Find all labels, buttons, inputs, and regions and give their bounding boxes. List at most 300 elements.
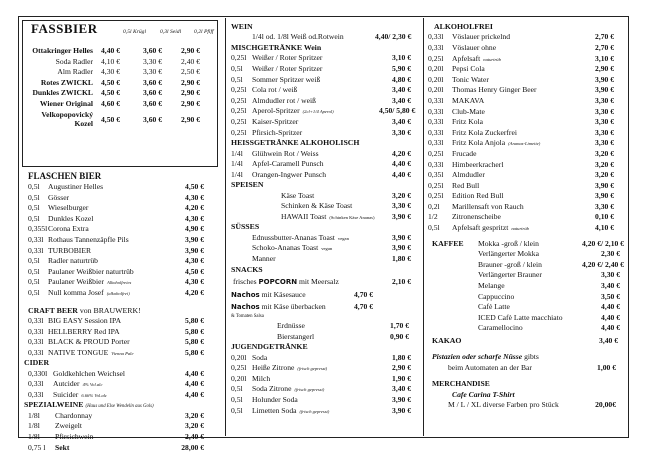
alkoholfrei-size: 0,25l <box>428 180 444 190</box>
flaschen-name <box>48 182 174 193</box>
alkoholfrei-size: 0,5l <box>428 223 440 233</box>
fassbier-name <box>22 110 101 128</box>
alkoholfrei-name <box>452 128 582 139</box>
misch-price: 3,40 € <box>392 116 411 126</box>
fassbier-price-seidl: 3,60 € <box>143 77 162 87</box>
speisen-price: 3,90 € <box>392 211 411 221</box>
alkoholfrei-size: 0,20l <box>428 64 444 74</box>
jugend-size: 0,5l <box>231 384 243 394</box>
misch-price: 3,10 € <box>392 53 411 63</box>
alkoholfrei-row <box>428 117 626 128</box>
flaschen-note: Alkoholfreies <box>106 280 132 286</box>
craft-price: 5,80 € <box>185 337 204 347</box>
pistazien-line: beim Automaten an der Bar <box>448 362 532 372</box>
kaffee-row <box>428 239 626 250</box>
fassbier-name-text: Velkopopovický <box>41 110 93 120</box>
misch-name-text: Cola rot / weiß <box>252 85 298 95</box>
flaschen-name-text: Dunkles Kozel <box>48 213 94 223</box>
jugend-note: (frisch gepresst) <box>294 387 325 393</box>
alkoholfrei-name <box>452 32 582 43</box>
pistazien-title: Pistazien oder scharfe Nüsse <box>432 352 523 362</box>
flaschen-price: 4,20 € <box>185 287 204 297</box>
craft-price: 5,80 € <box>185 315 204 325</box>
craft-size: 0,33l <box>28 326 44 336</box>
fassbier-price-krugl: 4,40 € <box>101 46 120 55</box>
jugend-name <box>252 406 386 418</box>
pistazien-title-2: gibts <box>524 352 539 362</box>
alkoholfrei-size: 0,33l <box>428 32 444 42</box>
alkoholfrei-name-text: Zitronenscheibe <box>452 212 501 222</box>
alkoholfrei-row <box>428 149 626 160</box>
alkoholfrei-name-text: Apfelsaft gespritzt <box>452 223 509 233</box>
kakao-price: 3,40 € <box>599 336 618 346</box>
speisen-name-text: Schinken & Käse Toast <box>281 201 353 211</box>
flaschen-name-text: Wieselburger <box>48 203 89 213</box>
merch-item: Cafe Carina T-Shirt <box>452 389 515 399</box>
flaschen-price: 4,30 € <box>185 277 204 287</box>
misch-row <box>231 53 421 64</box>
alkoholfrei-name-text: Apfelsaft <box>452 53 481 63</box>
spezial-row <box>28 443 223 454</box>
kaffee-price: 3,30 € <box>601 270 620 280</box>
suesses-row <box>231 233 421 244</box>
kaffee-row <box>428 323 626 334</box>
alkoholfrei-price: 0,10 € <box>595 212 614 222</box>
wein-line <box>252 32 421 43</box>
bierstangerl-label: Bierstangerl <box>277 331 315 341</box>
misch-row <box>231 96 421 107</box>
spezial-name-text: Pfirsichwein <box>55 432 94 442</box>
flaschen-size: 0,5l <box>28 203 40 213</box>
spezial-name-text: Zweigelt <box>55 421 82 431</box>
alkoholfrei-row <box>428 85 626 96</box>
misch-name <box>252 96 379 107</box>
fassbier-row <box>22 78 218 89</box>
jugend-row <box>231 395 421 406</box>
heiss-row <box>231 159 421 170</box>
alkoholfrei-title: ALKOHOLFREI <box>434 22 493 31</box>
flaschen-price: 4,30 € <box>185 256 204 266</box>
alkoholfrei-row <box>428 96 626 107</box>
misch-name-text: Weißer / Roter Spritzer <box>252 63 323 73</box>
flaschen-name-text: Gösser <box>48 192 70 202</box>
misch-name-text: Almdudler rot / weiß <box>252 95 316 105</box>
fassbier-price-krugl: 4,60 € <box>101 98 120 108</box>
suesses-note: vegan <box>337 235 349 241</box>
craft-name-text: BLACK & PROUD Porter <box>48 337 130 347</box>
fassbier-price-pfiff: 2,90 € <box>181 77 200 87</box>
fassbier-row <box>22 67 218 78</box>
alkoholfrei-price: 3,30 € <box>595 117 614 127</box>
alkoholfrei-row <box>428 107 626 118</box>
kaffee-price: 4,40 € <box>601 312 620 322</box>
kaffee-row <box>428 270 626 281</box>
jugend-title: JUGENDGETRÄNKE <box>231 342 308 352</box>
spezial-name <box>55 421 174 432</box>
craft-title-main: CRAFT BEER <box>28 305 78 315</box>
jugend-name-text: Heiße Zitrone <box>252 363 295 373</box>
kaffee-name: Melange <box>478 281 505 291</box>
misch-price: 3,40 € <box>392 85 411 95</box>
alkoholfrei-name <box>452 43 582 54</box>
fassbier-price-pfiff: 2,90 € <box>181 46 200 55</box>
flaschen-size: 0,5l <box>28 192 40 202</box>
fassbier-name <box>22 78 101 89</box>
heiss-size: 1/4l <box>231 159 243 169</box>
cider-price: 4,40 € <box>185 379 204 389</box>
spezial-price: 28,00 € <box>181 442 204 452</box>
popcorn-post: mit Meersalz <box>299 277 339 287</box>
speisen-price: 3,20 € <box>392 190 411 200</box>
kaffee-name: ICED Cafè Latte macchiato <box>478 312 563 322</box>
alkoholfrei-price: 3,90 € <box>595 85 614 95</box>
fassbier-row <box>22 99 218 110</box>
alkoholfrei-row <box>428 32 626 43</box>
misch-name-text: Weißer / Roter Spritzer <box>252 53 323 63</box>
jugend-name-text: Soda <box>252 352 268 362</box>
alkoholfrei-name <box>452 64 582 75</box>
flaschen-price: 3,90 € <box>185 234 204 244</box>
alkoholfrei-row <box>428 160 626 171</box>
speisen-name <box>231 201 386 212</box>
heiss-name-text: Glühwein Rot / Weiss <box>252 148 319 158</box>
flaschen-name-text: Rothaus Tannenzäpfle Pils <box>48 234 129 244</box>
flaschen-size: 0,33l <box>28 245 44 255</box>
nachos1-desc: mit Käsesauce <box>261 290 306 300</box>
flaschen-size: 0,5l <box>28 182 40 191</box>
speisen-note: (Schinken Käse Ananas) <box>329 214 375 220</box>
fassbier-price-pfiff: 2,90 € <box>181 98 200 108</box>
nachos1-label: Nachos <box>231 291 260 300</box>
jugend-price: 1,90 € <box>392 373 411 383</box>
alkoholfrei-name-text: Red Bull <box>452 180 480 190</box>
heiss-price: 4,40 € <box>392 159 411 169</box>
flaschen-name-text: Radler naturtrüb <box>48 256 98 266</box>
flaschen-name-text: Augustiner Helles <box>48 182 104 191</box>
jugend-name-text: Milch <box>252 373 271 383</box>
alkoholfrei-name-text: Vöslauer ohne <box>452 42 497 52</box>
alkoholfrei-name-text: Pepsi Cola <box>452 64 485 74</box>
flaschen-price: 4,50 € <box>185 266 204 276</box>
alkoholfrei-name <box>452 160 582 171</box>
fassbier-price-seidl: 3,60 € <box>143 98 162 108</box>
alkoholfrei-row <box>428 202 626 213</box>
misch-size: 0,25l <box>231 116 247 126</box>
merch-title: MERCHANDISE <box>432 379 490 389</box>
flaschen-size: 0,355l <box>28 224 48 234</box>
fassbier-price-krugl: 4,50 € <box>101 88 120 98</box>
wein-desc: 1/4l od. 1/8l Weiß od.Rotwein <box>252 32 344 42</box>
flaschen-size: 0,33l <box>28 234 44 244</box>
craft-size: 0,33l <box>28 315 44 325</box>
alkoholfrei-name <box>452 149 582 160</box>
nachos1-row <box>231 289 421 301</box>
misch-size: 0,25l <box>231 127 247 137</box>
suesses-name-text: Ednussbutter-Ananas Toast <box>252 232 335 242</box>
misch-size: 0,5l <box>231 63 243 73</box>
misch-row <box>231 85 421 96</box>
fassbier-header-3: 0,2l Pfiff <box>194 29 214 35</box>
bierstangerl-price: 0,90 € <box>390 331 409 341</box>
column-2 <box>231 22 421 416</box>
alkoholfrei-price: 3,10 € <box>595 53 614 63</box>
alkoholfrei-name-text: Himbeerkracherl <box>452 159 504 169</box>
jugend-name-text: Holunder Soda <box>252 394 298 404</box>
spezial-title-main: SPEZIALWEINE <box>24 400 84 410</box>
flaschen-name <box>48 246 174 257</box>
nachos1-price: 4,70 € <box>354 290 373 300</box>
cider-size: 0,33l <box>28 389 44 399</box>
kaffee-name: Caramellocino <box>478 323 523 333</box>
alkoholfrei-size: 0,35l <box>428 170 444 180</box>
spezial-subtitle: (Haus und Else Wendelin aus Gols) <box>85 404 154 410</box>
fassbier-header-1: 0,5l Krügl <box>123 29 147 35</box>
alkoholfrei-price: 3,90 € <box>595 74 614 84</box>
misch-name-text: Aperol-Spritzer <box>252 106 300 116</box>
fassbier-price-seidl: 3,30 € <box>143 67 162 77</box>
flaschen-section <box>24 170 223 453</box>
flaschen-row <box>28 256 223 267</box>
craft-list <box>28 316 223 358</box>
alkoholfrei-name-text: Tonic Water <box>452 74 489 84</box>
suesses-row <box>231 243 421 254</box>
flaschen-name-text: Null komma Josef <box>48 287 104 297</box>
craft-name <box>48 337 174 348</box>
fassbier-price-seidl: 3,60 € <box>143 114 162 124</box>
misch-price: 3,30 € <box>392 127 411 137</box>
flaschen-note: (alkoholfrei) <box>106 290 130 296</box>
heiss-name-text: Apfel-Caramell Punsch <box>252 159 324 169</box>
heiss-size: 1/4l <box>231 148 243 158</box>
fassbier-name-text: Dunkles ZWICKL <box>32 88 93 98</box>
fassbier-price-pfiff: 2,90 € <box>181 88 200 98</box>
alkoholfrei-name-text: Club-Mate <box>452 106 485 116</box>
jugend-size: 0,5l <box>231 405 243 415</box>
fassbier-section <box>22 21 218 129</box>
flaschen-name <box>48 203 174 214</box>
fassbier-price-seidl: 3,60 € <box>143 46 162 55</box>
tomaten-label: & Tomaten Salsa <box>231 314 264 320</box>
fassbier-price-krugl: 4,30 € <box>101 67 120 77</box>
flaschen-size: 0,5l <box>28 266 40 276</box>
kaffee-price: 4,40 € <box>601 323 620 333</box>
suesses-name-text: Manner <box>252 254 276 264</box>
kaffee-price: 3,40 € <box>601 281 620 291</box>
alkoholfrei-size: 0,33l <box>428 95 444 105</box>
misch-name-text: Kaiser-Spritzer <box>252 116 299 126</box>
kaffee-list <box>428 239 626 334</box>
fassbier-title: FASSBIER <box>31 21 98 36</box>
flaschen-size: 0,5l <box>28 277 40 287</box>
fassbier-list <box>22 46 218 129</box>
misch-note: (2cl+1/4 Aperol) <box>302 109 334 115</box>
suesses-name <box>231 254 386 265</box>
alkoholfrei-name <box>452 202 582 213</box>
alkoholfrei-size: 0,2l <box>428 201 440 211</box>
flaschen-size: 0,5l <box>28 213 40 223</box>
jugend-price: 3,90 € <box>392 394 411 404</box>
cider-price: 4,40 € <box>185 389 204 399</box>
alkoholfrei-name-text: Frucade <box>452 148 477 158</box>
wein-title: WEIN <box>231 22 253 31</box>
fassbier-name-text: Rotes ZWICKL <box>40 77 93 87</box>
flaschen-row <box>28 224 223 235</box>
pistazien-line-row <box>428 363 626 374</box>
popcorn-label: POPCORN <box>258 278 298 287</box>
alkoholfrei-name <box>452 212 582 223</box>
flaschen-name-text: Corona Extra <box>48 224 89 234</box>
jugend-name-text: Soda Zitrone <box>252 384 292 394</box>
alkoholfrei-row <box>428 138 626 149</box>
heiss-row <box>231 149 421 160</box>
flaschen-name <box>48 288 174 300</box>
spezial-row <box>28 432 223 443</box>
spezial-list <box>28 411 223 453</box>
fassbier-name <box>22 99 101 110</box>
misch-row <box>231 106 421 117</box>
flaschen-name <box>48 267 174 278</box>
cider-name-text: Autcider <box>53 379 80 389</box>
flaschen-name <box>48 256 174 267</box>
craft-name-text: HELLBERRY Red IPA <box>48 326 120 336</box>
alkoholfrei-row <box>428 191 626 202</box>
speisen-row <box>231 201 421 212</box>
pistazien-price: 1,00 € <box>597 362 616 372</box>
jugend-note: (frisch gepresst) <box>299 408 330 414</box>
jugend-row <box>231 363 421 374</box>
column-divider-2 <box>423 18 424 436</box>
craft-price: 5,80 € <box>185 347 204 357</box>
speisen-name-text: HAWAII Toast <box>281 211 327 221</box>
spezial-size: 0,75 l <box>28 442 46 452</box>
misch-size: 0,25l <box>231 85 247 95</box>
alkoholfrei-name-text: Fritz Kola Zuckerfrei <box>452 127 517 137</box>
speisen-row <box>231 191 421 202</box>
spezial-size: 1/8l <box>28 410 40 420</box>
spezial-size: 1/8l <box>28 432 40 442</box>
heiss-name <box>252 159 386 170</box>
heiss-title: HEISSGETRÄNKE ALKOHOLISCH <box>231 138 360 148</box>
cider-note: 6.66% Vol.alc <box>81 392 107 398</box>
spezial-price: 2,40 € <box>185 432 204 442</box>
jugend-price: 3,40 € <box>392 384 411 394</box>
alkoholfrei-price: 2,90 € <box>595 64 614 74</box>
alkoholfrei-size: 0,25l <box>428 148 444 158</box>
fassbier-price-pfiff: 2,90 € <box>181 114 200 124</box>
spezial-name <box>55 432 174 443</box>
flaschen-list <box>28 182 223 299</box>
cider-size: 0,330l <box>28 368 48 378</box>
jugend-note: (frisch gepresst) <box>297 366 328 372</box>
alkoholfrei-name <box>452 223 582 235</box>
jugend-row <box>231 406 421 417</box>
suesses-list <box>231 233 421 265</box>
kaffee-name: Verlängerter Mokka <box>478 249 539 259</box>
misch-name <box>252 53 379 64</box>
alkoholfrei-name-text: Fritz Kola <box>452 117 484 127</box>
heiss-size: 1/4l <box>231 169 243 179</box>
jugend-name <box>252 353 386 364</box>
alkoholfrei-row <box>428 128 626 139</box>
alkoholfrei-name-text: Almdudler <box>452 170 485 180</box>
heiss-price: 4,20 € <box>392 148 411 158</box>
spezial-title <box>24 400 223 410</box>
alkoholfrei-size: 0,33l <box>428 42 444 52</box>
suesses-title: SÜSSES <box>231 222 260 232</box>
flaschen-name-text: Paulaner Weißbier naturtrüb <box>48 266 134 276</box>
suesses-price: 1,80 € <box>392 254 411 264</box>
merch-line: M / L / XL diverse Farben pro Stück <box>448 400 559 410</box>
misch-name-text: Sommer Spritzer weiß <box>252 74 321 84</box>
fassbier-name-text-2: Kozel <box>74 119 93 129</box>
alkoholfrei-row <box>428 43 626 54</box>
kaffee-row <box>428 313 626 324</box>
alkoholfrei-price: 3,30 € <box>595 106 614 116</box>
misch-size: 0,25l <box>231 53 247 63</box>
kaffee-name: Cafè Latte <box>478 302 510 312</box>
nachos2-desc: mit Käse überbacken <box>261 302 326 312</box>
flaschen-row <box>28 235 223 246</box>
alkoholfrei-name <box>452 117 582 128</box>
flaschen-row <box>28 277 223 288</box>
flaschen-row <box>28 288 223 299</box>
cider-size: 0,33l <box>28 379 44 389</box>
alkoholfrei-size: 0,20l <box>428 74 444 84</box>
flaschen-row <box>28 203 223 214</box>
alkoholfrei-price: 2,70 € <box>595 32 614 42</box>
heiss-name <box>252 170 386 181</box>
alkoholfrei-name <box>452 75 582 86</box>
suesses-price: 3,90 € <box>392 243 411 253</box>
fassbier-row <box>22 110 218 129</box>
alkoholfrei-name-text: Marillensaft von Rauch <box>452 201 524 211</box>
fassbier-name <box>22 57 101 68</box>
alkoholfrei-size: 0,20l <box>428 85 444 95</box>
snacks-title: SNACKS <box>231 264 263 274</box>
flaschen-price: 4,90 € <box>185 224 204 234</box>
misch-price: 5,90 € <box>392 63 411 73</box>
misch-name <box>252 85 379 96</box>
fassbier-row <box>22 57 218 68</box>
erdnuss-price: 1,70 € <box>390 321 409 331</box>
wein-price: 4,40/ 2,30 € <box>375 32 412 42</box>
craft-row <box>28 348 223 359</box>
kaffee-price: 4,20 €/ 2,40 € <box>582 259 624 269</box>
kaffee-row <box>428 292 626 303</box>
spezial-size: 1/8l <box>28 421 40 431</box>
misch-price: 4,80 € <box>392 74 411 84</box>
craft-size: 0,33l <box>28 337 44 347</box>
heiss-row <box>231 170 421 181</box>
alkoholfrei-list <box>428 32 626 233</box>
kaffee-row <box>428 302 626 313</box>
popcorn-pre: frisches <box>233 277 257 287</box>
misch-row <box>231 128 421 139</box>
alkoholfrei-price: 3,90 € <box>595 191 614 201</box>
cider-price: 4,40 € <box>185 368 204 378</box>
alkoholfrei-name <box>452 191 582 202</box>
kaffee-title-cell: KAFFEE <box>432 238 464 248</box>
fassbier-row <box>22 46 218 57</box>
cider-note: 4% Vol.alc <box>82 382 103 388</box>
jugend-row <box>231 384 421 395</box>
alkoholfrei-price: 3,20 € <box>595 159 614 169</box>
jugend-name <box>252 395 386 406</box>
jugend-price: 3,90 € <box>392 405 411 415</box>
suesses-row <box>231 254 421 265</box>
misch-name <box>252 75 379 86</box>
kaffee-row <box>428 249 626 260</box>
